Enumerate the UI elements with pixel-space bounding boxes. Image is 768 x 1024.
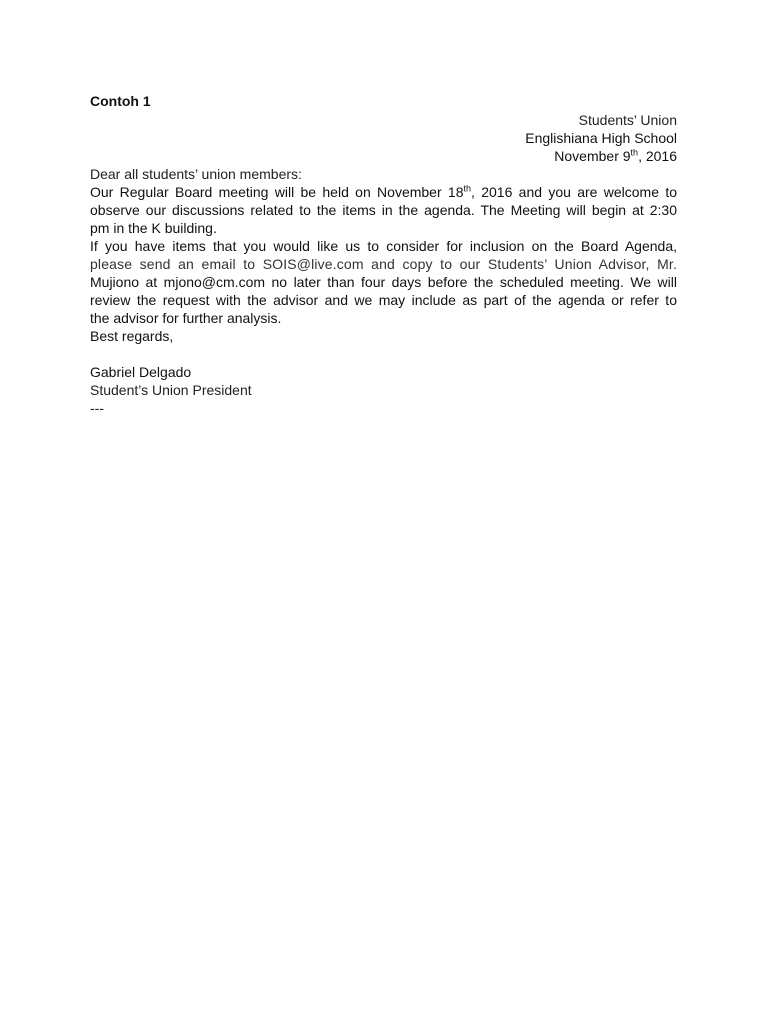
salutation: Dear all students’ union members: xyxy=(90,166,302,182)
paragraph-agenda-line-1: If you have items that you would like us to consider for inclusion on the Board Agenda, xyxy=(90,238,677,254)
paragraph-meeting-line-3: pm in the K building. xyxy=(90,220,217,236)
paragraph-meeting-line-1 xyxy=(90,183,677,201)
document-heading: Contoh 1 xyxy=(90,93,151,109)
meeting-date-continuation: , 2016 and you are welcome to xyxy=(471,184,677,200)
date-month-day: November 9 xyxy=(554,148,631,164)
sender-school: Englishiana High School xyxy=(525,130,677,146)
sender-block xyxy=(90,111,677,165)
letter-date xyxy=(90,147,677,165)
signature-title: Student’s Union President xyxy=(90,382,252,398)
paragraph-agenda-line-5: the advisor for further analysis. xyxy=(90,310,282,326)
meeting-date-text: Our Regular Board meeting will be held on November 18 xyxy=(90,184,464,200)
paragraph-agenda-line-2: please send an email to SOIS@live.com and copy to our Students’ Union Advisor, Mr. xyxy=(90,256,677,272)
date-ordinal-suffix: th xyxy=(630,147,639,158)
meeting-date-ordinal-suffix: th xyxy=(463,183,472,194)
paragraph-agenda-line-4: review the request with the advisor and we may include as part of the agenda or refer to xyxy=(90,292,677,308)
sender-organization: Students’ Union xyxy=(578,112,677,128)
separator-line: --- xyxy=(90,400,104,416)
closing-phrase: Best regards, xyxy=(90,328,174,344)
date-year: , 2016 xyxy=(638,148,677,164)
paragraph-agenda-line-3: Mujiono at mjono@cm.com no later than four days before the scheduled meeting. We will xyxy=(90,274,677,290)
paragraph-meeting-line-2: observe our discussions related to the items in the agenda. The Meeting will begin at 2:30 xyxy=(90,202,677,218)
signature-spacer xyxy=(90,345,677,363)
letter-content xyxy=(90,92,677,417)
paragraph-agenda-request xyxy=(90,237,677,327)
paragraph-meeting xyxy=(90,183,677,237)
signature-name: Gabriel Delgado xyxy=(90,364,192,380)
